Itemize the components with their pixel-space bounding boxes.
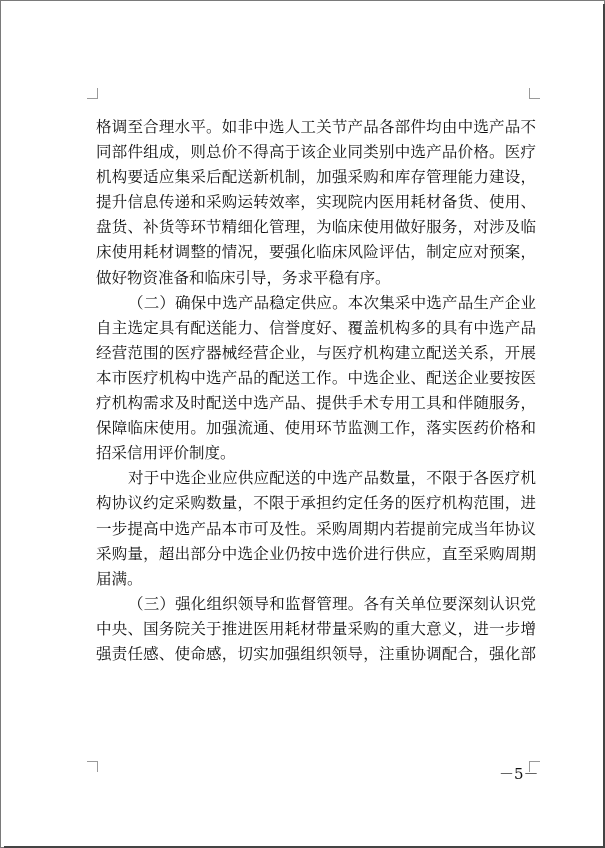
text-line: 机构要适应集采后配送新机制，加强采购和库存管理能力建设， xyxy=(96,168,536,187)
text-line: 同部件组成，则总价不得高于该企业同类别中选产品价格。医疗 xyxy=(96,143,536,162)
text-line: 盘货、补货等环节精细化管理，为临床使用做好服务，对涉及临 xyxy=(96,218,536,237)
text-line: 届满。 xyxy=(96,569,143,588)
text-line: 采购量，超出部分中选企业仍按中选价进行供应，直至采购周期 xyxy=(96,544,536,563)
text-line: 提升信息传递和采购运转效率，实现院内医用耗材备货、使用、 xyxy=(96,193,536,212)
body-text xyxy=(96,115,536,667)
crop-mark-top-right xyxy=(529,88,540,99)
crop-mark-bottom-left xyxy=(87,761,98,772)
text-line: 招采信用评价制度。 xyxy=(96,444,236,463)
crop-mark-top-left xyxy=(87,88,98,99)
text-line: 构协议约定采购数量，不限于承担约定任务的医疗机构范围，进 xyxy=(96,494,536,513)
text-line: 自主选定具有配送能力、信誉度好、覆盖机构多的具有中选产品 xyxy=(96,318,536,337)
section-heading-line: （二）确保中选产品稳定供应。本次集采中选产品生产企业 xyxy=(128,293,536,312)
text-line: 疗机构需求及时配送中选产品、提供手术专用工具和伴随服务， xyxy=(96,394,536,413)
text-line: 床使用耗材调整的情况，要强化临床风险评估，制定应对预案， xyxy=(96,243,536,262)
paragraph-first-line: 对于中选企业应供应配送的中选产品数量，不限于各医疗机 xyxy=(128,469,536,488)
text-line: 本市医疗机构中选产品的配送工作。中选企业、配送企业要按医 xyxy=(96,368,536,387)
text-line: 保障临床使用。加强流通、使用环节监测工作，落实医药价格和 xyxy=(96,419,536,438)
page-number: －5－ xyxy=(499,765,539,783)
text-line: 做好物资准备和临床引导，务求平稳有序。 xyxy=(96,268,391,287)
text-line: 一步提高中选产品本市可及性。采购周期内若提前完成当年协议 xyxy=(96,519,536,538)
text-line: 中央、国务院关于推进医用耗材带量采购的重大意义，进一步增 xyxy=(96,619,536,638)
text-line: 强责任感、使命感，切实加强组织领导，注重协调配合，强化部 xyxy=(96,644,536,663)
text-line: 格调至合理水平。如非中选人工关节产品各部件均由中选产品不 xyxy=(96,118,536,136)
section-heading-line: （三）强化组织领导和监督管理。各有关单位要深刻认识党 xyxy=(128,594,536,613)
text-line: 经营范围的医疗器械经营企业，与医疗机构建立配送关系，开展 xyxy=(96,343,536,362)
